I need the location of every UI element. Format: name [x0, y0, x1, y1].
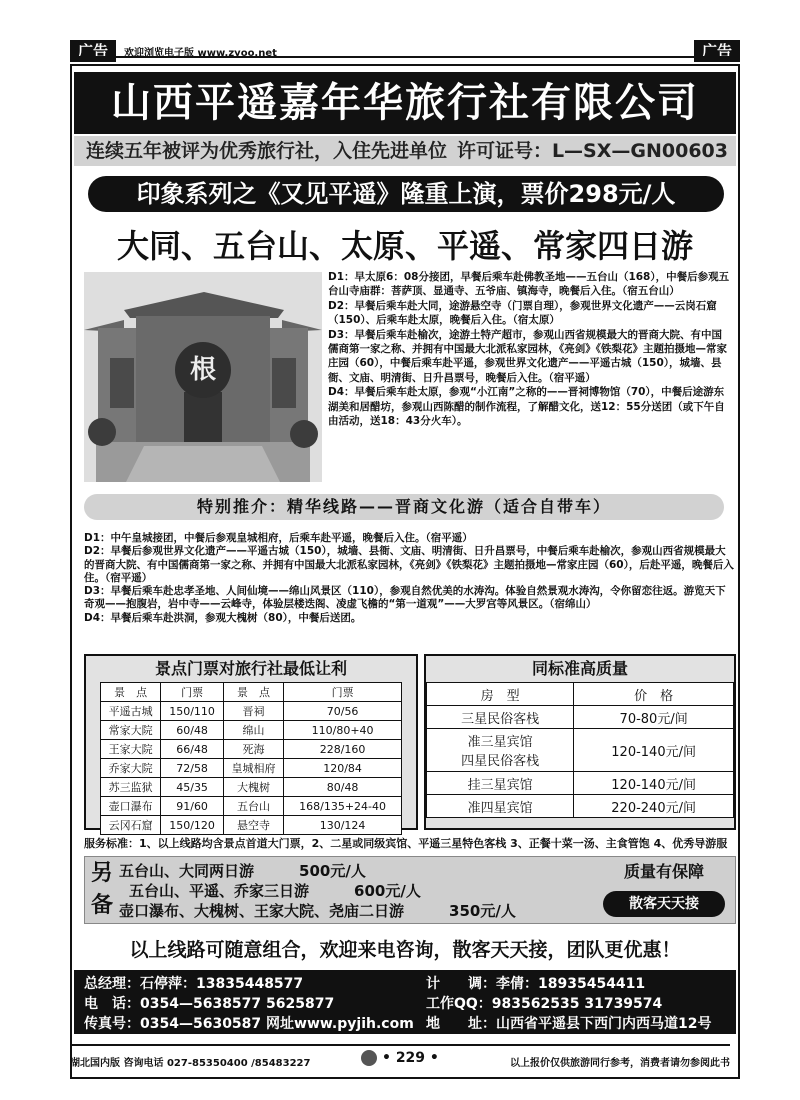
table-cell: 绵山: [223, 721, 283, 740]
other-label-bottom: 备: [91, 893, 114, 918]
table-cell: 王家大院: [101, 740, 161, 759]
contact-planner: 计 调：李倩：18935454411: [426, 976, 646, 992]
table-cell: 五台山: [223, 797, 283, 816]
table-cell: 150/110: [161, 702, 224, 721]
top-rule: [70, 56, 730, 58]
table-cell: 悬空寺: [223, 816, 283, 835]
table-row: [101, 740, 402, 759]
table-cell: 150/120: [161, 816, 224, 835]
other-route-item: [119, 861, 519, 881]
table-cell: 66/48: [161, 740, 224, 759]
table-row: [101, 778, 402, 797]
table-cell: 120-140元/间: [574, 772, 734, 795]
table-cell: 72/58: [161, 759, 224, 778]
license-number: 许可证号：L—SX—GN00603: [456, 140, 728, 162]
recommend-banner: 特别推介：精华线路——晋商文化游（适合自带车）: [84, 494, 724, 520]
table-cell: 70/56: [284, 702, 402, 721]
table-cell: 91/60: [161, 797, 224, 816]
contact-address: 地 址：山西省平遥县下西门内西马道12号: [426, 1016, 712, 1032]
table-cell: 220-240元/间: [574, 795, 734, 818]
table-cell: 门票: [161, 683, 224, 702]
itinerary: [328, 270, 732, 428]
promo-headline: 印象系列之《又见平遥》隆重上演，票价298元/人: [88, 176, 724, 212]
other-route-item: [119, 881, 519, 901]
table-cell: 皇城相府: [223, 759, 283, 778]
footer-right: 以上报价仅供旅游同行参考，消费者请勿参阅此书: [510, 1058, 730, 1069]
table-cell: 常家大院: [101, 721, 161, 740]
temple-gate-photo: [84, 272, 322, 482]
route-title: 大同、五台山、太原、平遥、常家四日游: [116, 227, 693, 265]
ticket-table-title: 景点门票对旅行社最低让利: [154, 659, 347, 678]
table-cell: 大槐树: [223, 778, 283, 797]
table-cell: 130/124: [284, 816, 402, 835]
table-row: [427, 772, 734, 795]
table-cell: 苏三监狱: [101, 778, 161, 797]
recommend-day: D2：早餐后参观世界文化遗产——平遥古城（150），城墙、县衙、文庙、明清街、日升昌票号，中餐后乘车赴榆次，参观山西省规模最大的晋商大院、有中国儒商第一家之称、并拥有中国最大北派私家园林，《亮剑》《铁梨花》主题拍摄地—常家庄园（60），后赴平遥，晚餐后入住。（宿平遥）: [84, 545, 734, 584]
table-cell: 228/160: [284, 740, 402, 759]
table-cell: 景 点: [101, 683, 161, 702]
hotel-table-title: 同标准高质量: [531, 659, 628, 678]
company-name: 山西平遥嘉年华旅行社有限公司: [74, 72, 736, 134]
route-name: 壶口瀑布、大槐树、王家大院、尧庙二日游: [119, 902, 405, 920]
other-label-top: 另: [91, 861, 114, 886]
table-cell: 死海: [223, 740, 283, 759]
slogan: 以上线路可随意组合，欢迎来电咨询，散客天天接，团队更优惠！: [129, 939, 681, 961]
table-cell: 门票: [284, 683, 402, 702]
table-cell: 三星民俗客栈: [427, 706, 574, 729]
table-cell: 价 格: [574, 683, 734, 706]
hotel-price-box: [424, 654, 736, 830]
itinerary-day: D4：早餐后乘车赴太原，参观“小江南”之称的——晋祠博物馆（70），中餐后途游东湖美和居醋坊，参观山西陈醋的制作流程，了解醋文化，送12：55分送团（或下午自由活动，送18：43分火车）。: [328, 386, 725, 428]
table-cell: 120-140元/间: [574, 729, 734, 772]
table-cell: 壶口瀑布: [101, 797, 161, 816]
other-routes-box: [84, 856, 736, 924]
recommend-day: D4：早餐后乘车赴洪洞，参观大槐树（80），中餐后送团。: [84, 611, 362, 624]
ticket-table: [100, 682, 402, 835]
footer-rule: [70, 1044, 730, 1046]
table-header-row: [427, 683, 734, 706]
recommend-day: D1：中午皇城接团，中餐后参观皇城相府，后乘车赴平遥，晚餐后入住。（宿平遥）: [84, 532, 473, 544]
table-cell: 168/135+24-40: [284, 797, 402, 816]
table-cell: 110/80+40: [284, 721, 402, 740]
table-cell: 80/48: [284, 778, 402, 797]
quality-guarantee: 质量有保障: [623, 862, 704, 881]
contact-bar: [74, 970, 736, 1034]
table-row: [427, 729, 734, 772]
contact-phone: 电 话：0354—5638577 5625877: [84, 996, 335, 1012]
table-row: [101, 702, 402, 721]
contact-qq: 工作QQ：983562535 31739574: [426, 996, 663, 1012]
welcome-text: 欢迎浏览电子版 www.zyoo.net: [124, 48, 277, 59]
itinerary-day: D3：早餐后乘车赴榆次，途游土特产超市，参观山西省规模最大的晋商大院、有中国儒商第一家之称、并拥有中国最大北派私家园林，《亮剑》《铁梨花》主题拍摄地—常家庄园（60），中餐后乘车赴平遥，参观世界文化遗产——平遥古城（150），城墙、县衙、文庙、明清街、日升昌票号，晚餐后入住。（宿平遥）: [328, 328, 727, 384]
table-cell: 云冈石窟: [101, 816, 161, 835]
company-honor: 连续五年被评为优秀旅行社，入住先进单位: [86, 140, 448, 162]
table-cell: 挂三星宾馆: [427, 772, 574, 795]
ticket-price-box: [84, 654, 418, 830]
table-cell: 景 点: [223, 683, 283, 702]
table-cell: 晋祠: [223, 702, 283, 721]
table-cell: 45/35: [161, 778, 224, 797]
itinerary-day: D2：早餐后乘车赴大同，途游悬空寺（门票自理），参观世界文化遗产——云岗石窟（150）、后乘车赴太原，晚餐后入住。（宿太原）: [328, 299, 717, 327]
ad-label-left: 广告: [70, 40, 116, 62]
table-row: [101, 797, 402, 816]
contact-manager: 总经理：石停萍：13835448577: [84, 976, 304, 992]
recommend-itinerary: [84, 532, 734, 625]
table-cell: 准四星宾馆: [427, 795, 574, 818]
table-cell: 房 型: [427, 683, 574, 706]
page-logo-icon: [361, 1050, 377, 1066]
table-cell: 乔家大院: [101, 759, 161, 778]
company-info-bar: [74, 136, 736, 166]
table-cell: 准三星宾馆 四星民俗客栈: [427, 729, 574, 772]
daily-tour-badge: 散客天天接: [603, 891, 725, 917]
table-row: [101, 721, 402, 740]
other-routes-list: [119, 861, 519, 921]
service-standard: 服务标准：1、以上线路均含景点首道大门票，2、二星或同级宾馆、平遥三星特色客栈 3、正餐十菜一汤、主食管饱 4、优秀导游服: [84, 837, 728, 850]
ad-label-right: 广告: [694, 40, 740, 62]
recommend-day: D3：早餐后乘车赴忠孝圣地、人间仙境——绵山风景区（110），参观自然优美的水涛沟。体验自然景观水涛沟，令你留恋往返。游览天下奇观——抱腹岩，岩中寺——云峰寺，体验层楼迭阁、凌虚飞檐的“第一道观”——大罗宫等风景区。（宿绵山）: [84, 585, 726, 611]
other-route-item: [119, 901, 519, 921]
table-row: [427, 706, 734, 729]
table-cell: 60/48: [161, 721, 224, 740]
route-price: 600元/人: [354, 882, 421, 900]
contact-fax: 传真号：0354—5630587 网址www.pyjih.com: [84, 1016, 414, 1032]
page-number: • 229 •: [340, 1050, 460, 1066]
table-row: [101, 816, 402, 835]
table-cell: 120/84: [284, 759, 402, 778]
table-header-row: [101, 683, 402, 702]
itinerary-day: D1：早太原6：08分接团，早餐后乘车赴佛教圣地——五台山（168），中餐后参观五台山寺庙群：菩萨顶、显通寺、五爷庙、镇海寺，晚餐后入住。（宿五台山）: [328, 271, 730, 298]
page-number-text: 229: [395, 1050, 426, 1066]
route-name: 五台山、平遥、乔家三日游: [129, 882, 310, 900]
route-price: 500元/人: [299, 862, 366, 880]
route-name: 五台山、大同两日游: [119, 862, 255, 880]
route-price: 350元/人: [449, 902, 516, 920]
table-cell: 70-80元/间: [574, 706, 734, 729]
temple-sign-text: 根: [189, 355, 216, 385]
footer-left: 湖北国内版 咨询电话 027-85350400 /85483227: [70, 1058, 311, 1069]
table-row: [427, 795, 734, 818]
table-cell: 平遥古城: [101, 702, 161, 721]
table-row: [101, 759, 402, 778]
hotel-table: [426, 682, 734, 818]
